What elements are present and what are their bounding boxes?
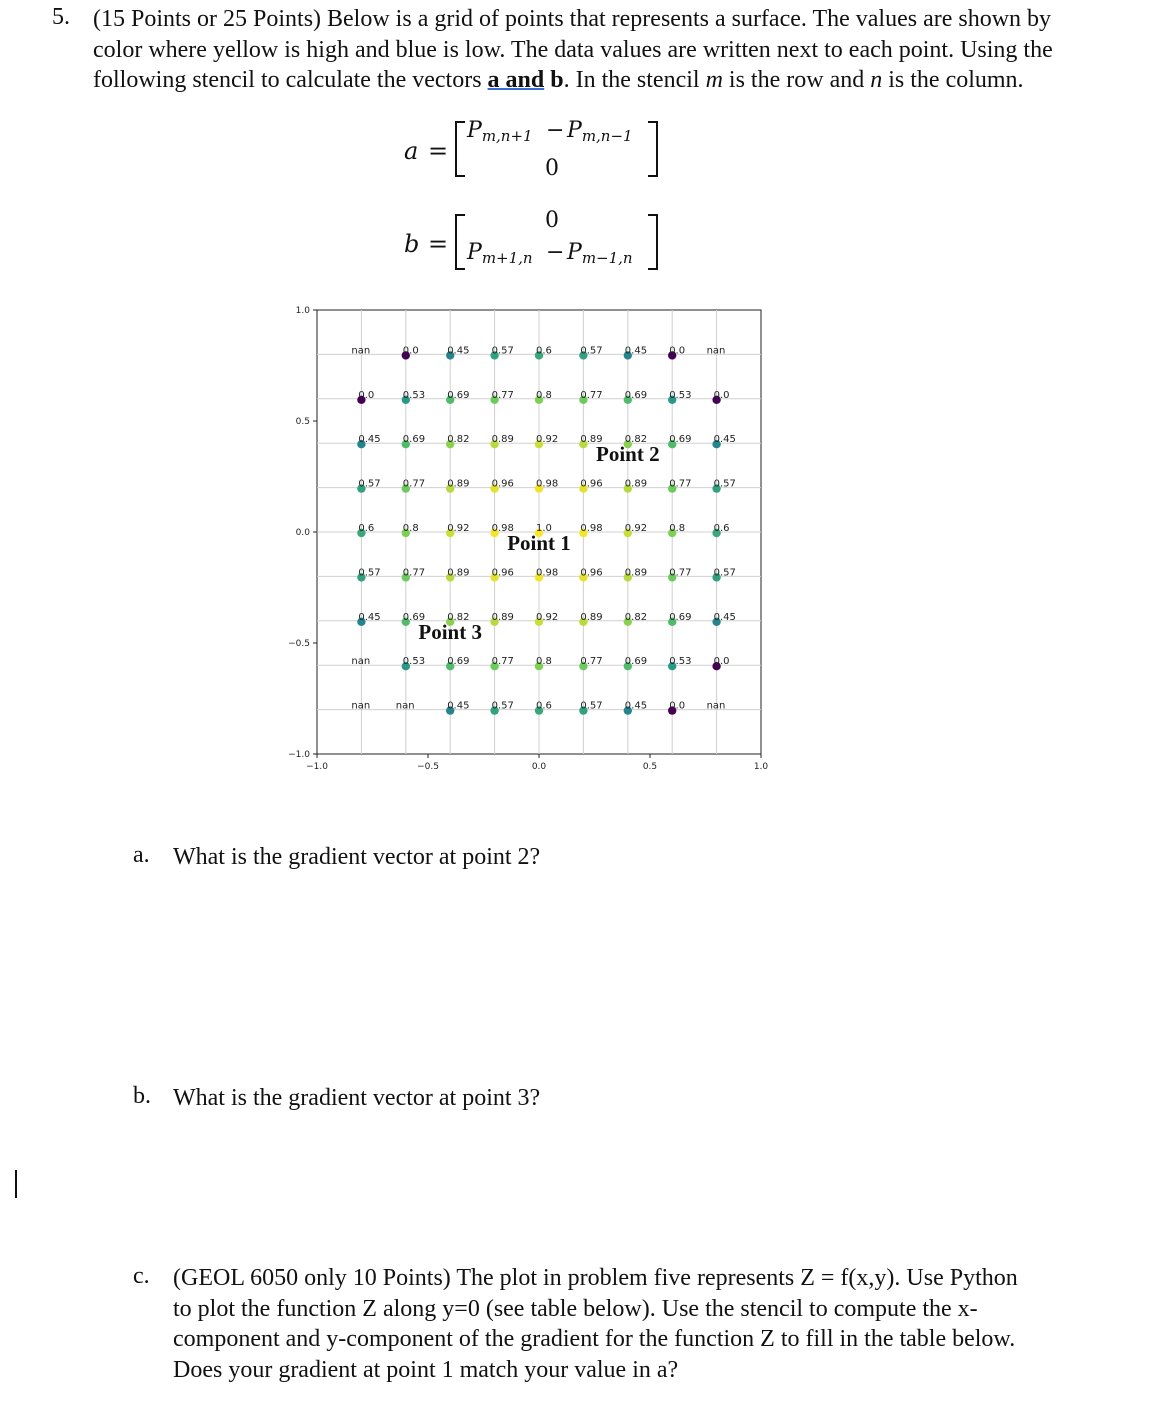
data-label-r6-c0: 0.45 (358, 611, 381, 623)
data-label-r4-c7: 0.8 (669, 523, 686, 534)
data-label-r2-c7: 0.69 (669, 434, 692, 446)
data-label-r1-c4: 0.8 (536, 389, 552, 401)
data-label-r6-c8: 0.45 (713, 611, 736, 623)
data-label-r2-c0: 0.45 (358, 434, 381, 446)
data-label-r4-c5: 0.98 (580, 523, 603, 534)
data-label-r3-c7: 0.77 (669, 478, 692, 490)
part-c-text: (GEOL 6050 only 10 Points) The plot in problem five represents Z = f(x,y). Use Python to plot the function Z along y=0 (see table below). Use the stencil to compute the x-component and y-component of the gradient for the function Z to fill in the table below. Does your gradient at point 1 match your value in a? (173, 1265, 1018, 1383)
data-label-r2-c1: 0.69 (402, 434, 426, 446)
x-tick-label-4: 1.0 (753, 762, 769, 772)
vectors-a-and: a and (487, 67, 545, 93)
data-label-r1-c2: 0.69 (447, 389, 470, 401)
data-label-r3-c6: 0.89 (624, 478, 648, 490)
text-cursor (15, 1170, 17, 1198)
y-tick-label-3: −0.5 (288, 639, 310, 649)
data-label-r6-c5: 0.89 (580, 611, 603, 623)
data-label-r6-c7: 0.69 (669, 611, 692, 623)
data-label-r3-c1: 0.77 (402, 478, 426, 490)
data-label-r1-c1: 0.53 (402, 389, 426, 401)
data-label-r8-c8: nan (706, 700, 726, 712)
data-label-r0-c6: 0.45 (624, 345, 648, 357)
data-label-r7-c0: nan (351, 656, 371, 668)
data-label-r7-c6: 0.69 (624, 656, 648, 668)
x-tick-label-1: −0.5 (417, 762, 439, 772)
data-label-r7-c5: 0.77 (580, 656, 603, 668)
data-label-r1-c6: 0.69 (624, 389, 648, 401)
data-label-r8-c3: 0.57 (491, 700, 514, 712)
x-tick-label-2: 0.0 (531, 762, 547, 772)
data-label-r1-c8: 0.0 (713, 389, 730, 401)
data-label-r8-c5: 0.57 (580, 700, 603, 712)
data-label-r1-c7: 0.53 (669, 389, 692, 401)
part-a-letter: a. (133, 842, 150, 868)
question-text: (15 Points or 25 Points) Below is a grid of points that represents a surface. The values are shown by color where yellow is high and blue is low. The data values are written next to each point. Using the following stencil to calculate the vectors a and b. In the stencil m is the row and n is the column. (93, 6, 1053, 93)
data-label-r1-c0: 0.0 (358, 389, 375, 401)
data-label-r4-c3: 0.98 (491, 523, 514, 534)
data-label-r2-c6: 0.82 (624, 434, 648, 446)
data-label-r0-c1: 0.0 (402, 345, 419, 357)
data-label-r5-c6: 0.89 (624, 567, 648, 579)
data-label-r8-c4: 0.6 (536, 700, 552, 712)
data-label-r4-c1: 0.8 (402, 523, 419, 534)
data-label-r2-c2: 0.82 (447, 434, 470, 446)
y-tick-label-2: 0.0 (295, 528, 310, 538)
annotation-point-1: Point 1 (507, 531, 571, 555)
data-label-r3-c3: 0.96 (491, 478, 514, 490)
data-label-r0-c8: nan (706, 345, 726, 357)
stencil-b-lhs: b (404, 230, 420, 258)
part-c-letter: c. (133, 1263, 150, 1289)
data-label-r5-c0: 0.57 (358, 567, 381, 579)
data-label-r7-c3: 0.77 (491, 656, 514, 668)
data-label-r8-c0: nan (351, 700, 371, 712)
data-label-r0-c7: 0.0 (669, 345, 686, 357)
data-label-r0-c0: nan (351, 345, 371, 357)
data-label-r5-c5: 0.96 (580, 567, 603, 579)
data-label-r8-c6: 0.45 (624, 700, 648, 712)
data-label-r2-c3: 0.89 (491, 434, 514, 446)
data-label-r8-c2: 0.45 (447, 700, 470, 712)
data-label-r6-c1: 0.69 (402, 611, 426, 623)
data-label-r6-c2: 0.82 (447, 611, 470, 623)
surface-scatter-plot (280, 300, 780, 780)
data-label-r0-c3: 0.57 (491, 345, 514, 357)
x-tick-label-0: −1.0 (306, 762, 328, 772)
data-label-r7-c2: 0.69 (447, 656, 470, 668)
data-label-r5-c7: 0.77 (669, 567, 692, 579)
annotation-point-2: Point 2 (596, 442, 660, 467)
data-label-r0-c5: 0.57 (580, 345, 603, 357)
data-label-r5-c4: 0.98 (536, 567, 559, 579)
data-label-r8-c7: 0.0 (669, 700, 686, 712)
part-a-text: What is the gradient vector at point 2? (173, 844, 541, 870)
data-label-r4-c4: 1.0 (536, 523, 552, 534)
data-label-r3-c4: 0.98 (536, 478, 559, 490)
y-tick-label-1: 0.5 (295, 417, 310, 427)
data-label-r6-c4: 0.92 (536, 611, 559, 623)
data-label-r4-c2: 0.92 (447, 523, 470, 534)
y-tick-label-0: 1.0 (295, 306, 310, 316)
data-label-r6-c3: 0.89 (491, 611, 514, 623)
data-label-r4-c6: 0.92 (624, 523, 648, 534)
data-label-r2-c5: 0.89 (580, 434, 603, 446)
data-label-r3-c8: 0.57 (713, 478, 736, 490)
data-label-r4-c0: 0.6 (358, 523, 375, 534)
data-label-r7-c7: 0.53 (669, 656, 692, 668)
x-tick-label-3: 0.5 (642, 762, 658, 772)
data-label-r2-c4: 0.92 (536, 434, 559, 446)
data-label-r1-c3: 0.77 (491, 389, 514, 401)
data-label-r3-c5: 0.96 (580, 478, 603, 490)
part-b-letter: b. (133, 1083, 151, 1109)
data-label-r7-c8: 0.0 (713, 656, 730, 668)
data-label-r3-c0: 0.57 (358, 478, 381, 490)
data-label-r0-c4: 0.6 (536, 345, 552, 357)
data-label-r5-c3: 0.96 (491, 567, 514, 579)
question-number: 5. (52, 4, 70, 30)
data-label-r7-c4: 0.8 (536, 656, 552, 668)
data-label-r4-c8: 0.6 (713, 523, 730, 534)
part-b-text: What is the gradient vector at point 3? (173, 1085, 541, 1111)
data-label-r7-c1: 0.53 (402, 656, 426, 668)
y-tick-label-4: −1.0 (288, 750, 310, 760)
data-label-r8-c1: nan (395, 700, 415, 712)
data-label-r5-c1: 0.77 (402, 567, 426, 579)
data-label-r6-c6: 0.82 (624, 611, 648, 623)
data-label-r2-c8: 0.45 (713, 434, 736, 446)
data-label-r1-c5: 0.77 (580, 389, 603, 401)
data-label-r0-c2: 0.45 (447, 345, 470, 357)
data-label-r3-c2: 0.89 (447, 478, 470, 490)
annotation-point-3: Point 3 (418, 619, 482, 644)
data-label-r5-c2: 0.89 (447, 567, 470, 579)
data-label-r5-c8: 0.57 (713, 567, 736, 579)
stencil-a-lhs: a (404, 137, 419, 165)
